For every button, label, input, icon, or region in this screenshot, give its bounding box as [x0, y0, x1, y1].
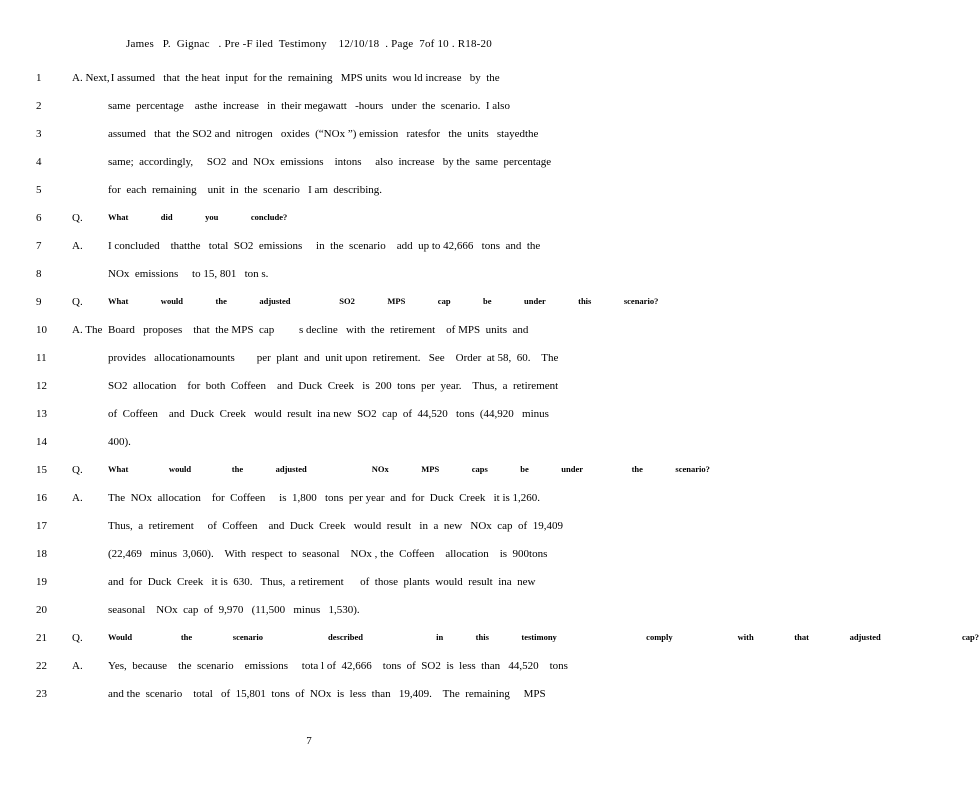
speaker-label: Q.: [72, 212, 83, 224]
answer-text: same percentage asthe increase in their megawatt -hours under the scenario. I also: [108, 100, 510, 112]
answer-text: I concluded thatthe total SO2 emissions in the scenario add up to 42,666 tons and the: [108, 240, 541, 252]
testimony-line: [0, 128, 618, 144]
answer-text: I assumed that the heat input for the remaining MPS units wou ld increase by the: [108, 72, 500, 84]
testimony-line: [0, 268, 618, 284]
answer-text: (22,469 minus 3,060). With respect to seasonal NOx , the Coffeen allocation is 900tons: [108, 548, 548, 560]
answer-text: Board proposes that the MPS cap s decline with the retirement of MPS units and: [108, 324, 529, 336]
testimony-line: [0, 688, 618, 704]
testimony-line: [0, 296, 659, 312]
answer-text: seasonal NOx cap of 9,970 (11,500 minus 1,530).: [108, 604, 360, 616]
page-header: James P. Gignac . Pre -F iled Testimony 12/10/18 . Page 7of 10 . R18-20: [126, 38, 492, 50]
line-number: 17: [36, 520, 47, 532]
line-number: 1: [36, 72, 42, 84]
line-number: 18: [36, 548, 47, 560]
line-number: 14: [36, 436, 47, 448]
testimony-line: [0, 660, 618, 676]
question-text: What would the adjusted SO2 MPS cap be under this scenario?: [108, 296, 659, 306]
answer-text: provides allocationamounts per plant and unit upon retirement. See Order at 58, 60. The: [108, 352, 559, 364]
answer-text: and for Duck Creek it is 630. Thus, a retirement of those plants would result ina new: [108, 576, 536, 588]
answer-text: same; accordingly, SO2 and NOx emissions intons also increase by the same percentage: [108, 156, 552, 168]
testimony-line: [0, 464, 710, 480]
line-number: 20: [36, 604, 47, 616]
answer-text: of Coffeen and Duck Creek would result ina new SO2 cap of 44,520 tons (44,920 minus: [108, 408, 549, 420]
line-number: 2: [36, 100, 42, 112]
testimony-line: [0, 184, 618, 200]
testimony-line: [0, 604, 618, 620]
testimony-line: [0, 324, 618, 340]
testimony-line: [0, 632, 979, 648]
testimony-line: [0, 436, 618, 452]
speaker-label: A. Next,: [72, 72, 110, 84]
line-number: 10: [36, 324, 47, 336]
line-number: 22: [36, 660, 47, 672]
line-number: 19: [36, 576, 47, 588]
question-text: What did you conclude?: [108, 212, 288, 222]
testimony-line: [0, 576, 618, 592]
testimony-line: [0, 100, 618, 116]
testimony-line: [0, 380, 618, 396]
testimony-line: [0, 352, 618, 368]
speaker-label: Q.: [72, 632, 83, 644]
line-number: 23: [36, 688, 47, 700]
answer-text: Thus, a retirement of Coffeen and Duck Creek would result in a new NOx cap of 19,409: [108, 520, 563, 532]
testimony-line: [0, 156, 618, 172]
line-number: 5: [36, 184, 42, 196]
speaker-label: Q.: [72, 296, 83, 308]
line-number: 21: [36, 632, 47, 644]
question-text: What would the adjusted NOx MPS caps be under the scenario?: [108, 464, 710, 474]
answer-text: 400).: [108, 436, 131, 448]
speaker-label: A.: [72, 492, 83, 504]
speaker-label: A.: [72, 660, 83, 672]
testimony-line: [0, 240, 618, 256]
answer-text: The NOx allocation for Coffeen is 1,800 tons per year and for Duck Creek it is 1,260.: [108, 492, 541, 504]
speaker-label: A.: [72, 240, 83, 252]
line-number: 3: [36, 128, 42, 140]
question-text: Would the scenario described in this testimony comply with that adjusted cap?: [108, 632, 979, 642]
testimony-line: [0, 492, 618, 508]
page-number: 7: [306, 735, 312, 747]
answer-text: for each remaining unit in the scenario I am describing.: [108, 184, 382, 196]
line-number: 6: [36, 212, 42, 224]
testimony-line: [0, 212, 618, 228]
line-number: 4: [36, 156, 42, 168]
answer-text: assumed that the SO2 and nitrogen oxides (“NOx ”) emission ratesfor the units stayedthe: [108, 128, 539, 140]
speaker-label: Q.: [72, 464, 83, 476]
testimony-line: [0, 408, 618, 424]
testimony-line: [0, 520, 618, 536]
line-number: 7: [36, 240, 42, 252]
line-number: 15: [36, 464, 47, 476]
speaker-label: A. The: [72, 324, 103, 336]
answer-text: SO2 allocation for both Coffeen and Duck Creek is 200 tons per year. Thus, a retirement: [108, 380, 559, 392]
line-number: 16: [36, 492, 47, 504]
line-number: 9: [36, 296, 42, 308]
line-number: 13: [36, 408, 47, 420]
line-number: 8: [36, 268, 42, 280]
testimony-line: [0, 72, 618, 88]
answer-text: Yes, because the scenario emissions tota l of 42,666 tons of SO2 is less than 44,520 tons: [108, 660, 568, 672]
answer-text: and the scenario total of 15,801 tons of NOx is less than 19,409. The remaining MPS: [108, 688, 546, 700]
line-number: 12: [36, 380, 47, 392]
line-number: 11: [36, 352, 47, 364]
testimony-line: [0, 548, 618, 564]
answer-text: NOx emissions to 15, 801 ton s.: [108, 268, 269, 280]
